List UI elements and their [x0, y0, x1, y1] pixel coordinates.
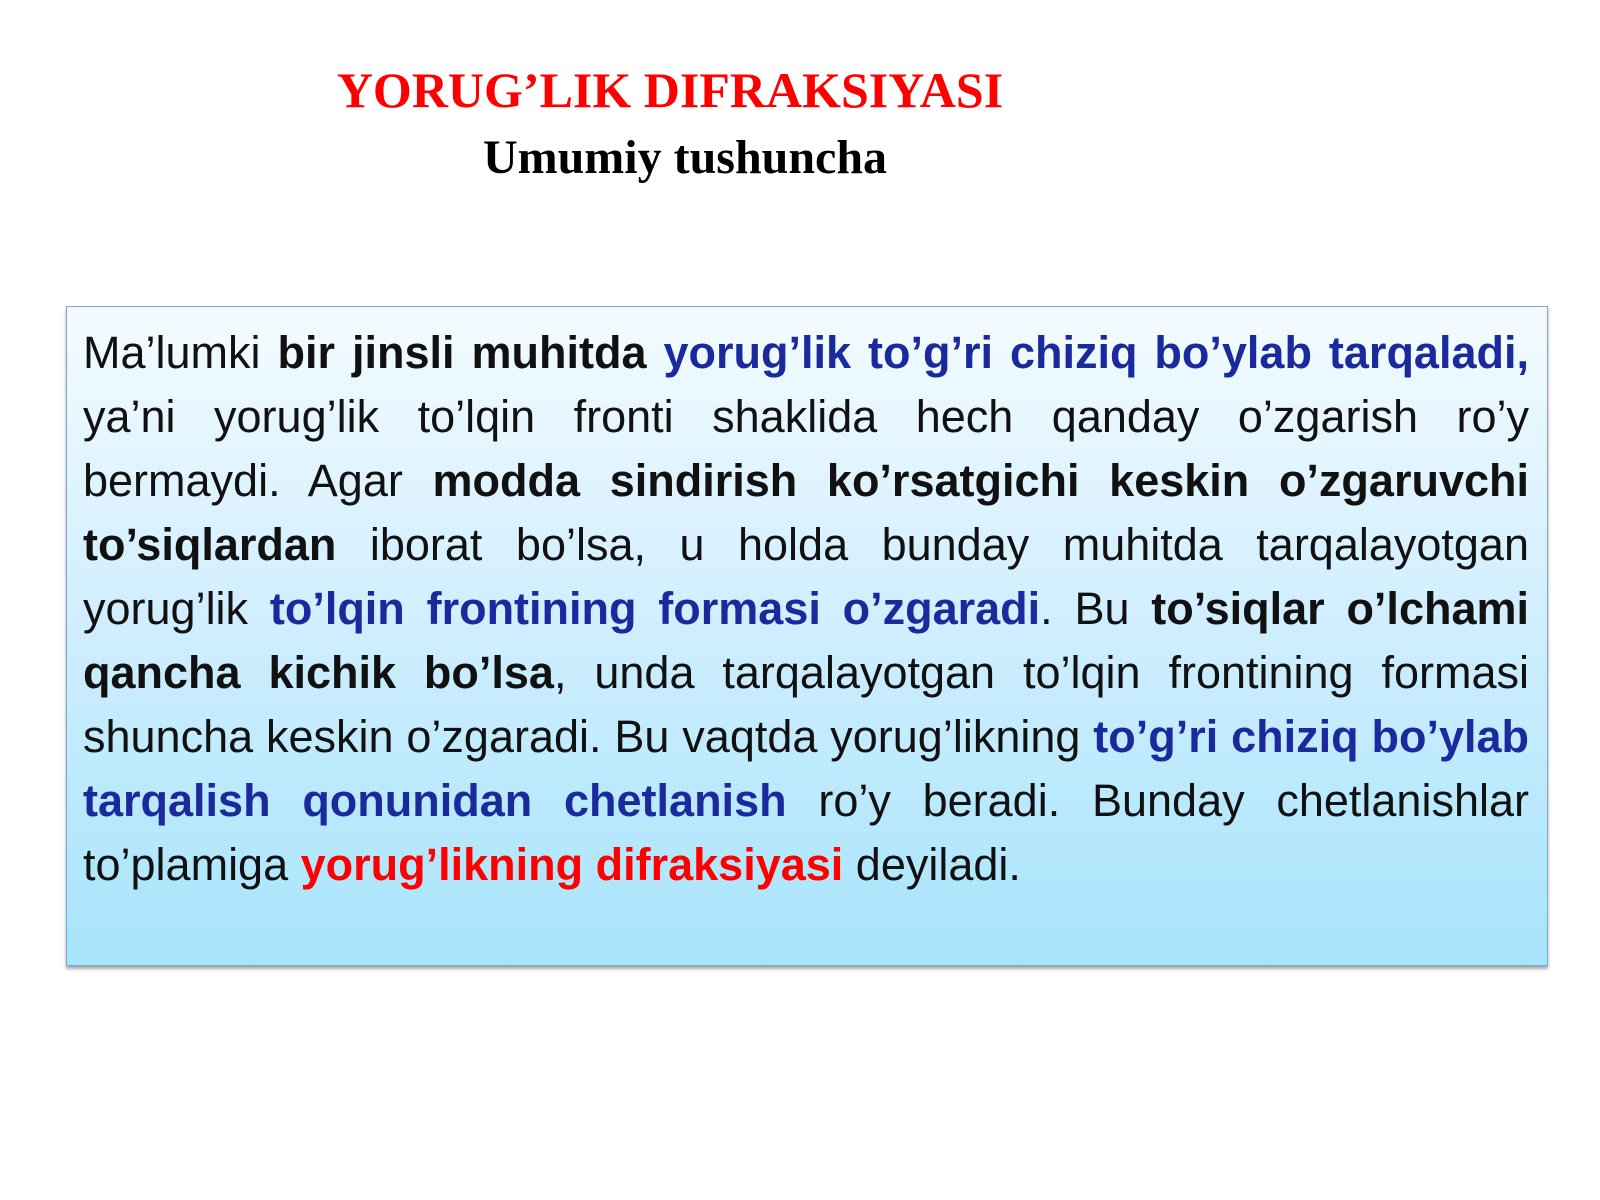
text-segment: Ma’lumki [83, 327, 278, 378]
definition-paragraph [83, 321, 1529, 897]
text-segment: deyiladi. [843, 839, 1021, 890]
text-segment: ro’y beradi. Bunday chetlanishlar to’plamiga [83, 775, 1529, 890]
text-segment-bold: bir jinsli muhitda [277, 327, 647, 378]
text-segment-bold: modda sindirish ko’rsatgichi keskin o’zgaruvchi to’siqlardan [83, 455, 1529, 570]
text-segment: , unda tarqalayotgan to’lqin frontining formasi shuncha keskin o’zgaradi. Bu vaqtda yorug’likning [83, 647, 1530, 762]
text-segment-blue: to’lqin frontining formasi o’zgaradi [269, 583, 1041, 634]
text-segment-blue: yorug’lik to’g’ri chiziq bo’ylab tarqaladi, [663, 327, 1529, 378]
text-segment-bold: to’siqlar o’lchami qancha kichik bo’lsa [83, 583, 1529, 698]
text-segment: ya’ni yorug’lik to’lqin fronti shaklida hech qanday o’zgarish ro’y bermaydi. Agar [83, 391, 1529, 506]
definition-text-box [66, 306, 1548, 966]
slide-title: YORUG’LIK DIFRAKSIYASI [336, 62, 1004, 118]
text-segment-blue: to’g’ri chiziq bo’ylab tarqalish qonunidan chetlanish [83, 711, 1529, 826]
text-segment: . Bu [1040, 583, 1152, 634]
text-segment [646, 327, 663, 378]
text-segment: iborat bo’lsa, u holda bunday muhitda tarqalayotgan yorug’lik [83, 519, 1529, 634]
slide-subtitle: Umumiy tushuncha [482, 131, 888, 184]
text-segment-red: yorug’likning difraksiyasi [300, 839, 844, 890]
